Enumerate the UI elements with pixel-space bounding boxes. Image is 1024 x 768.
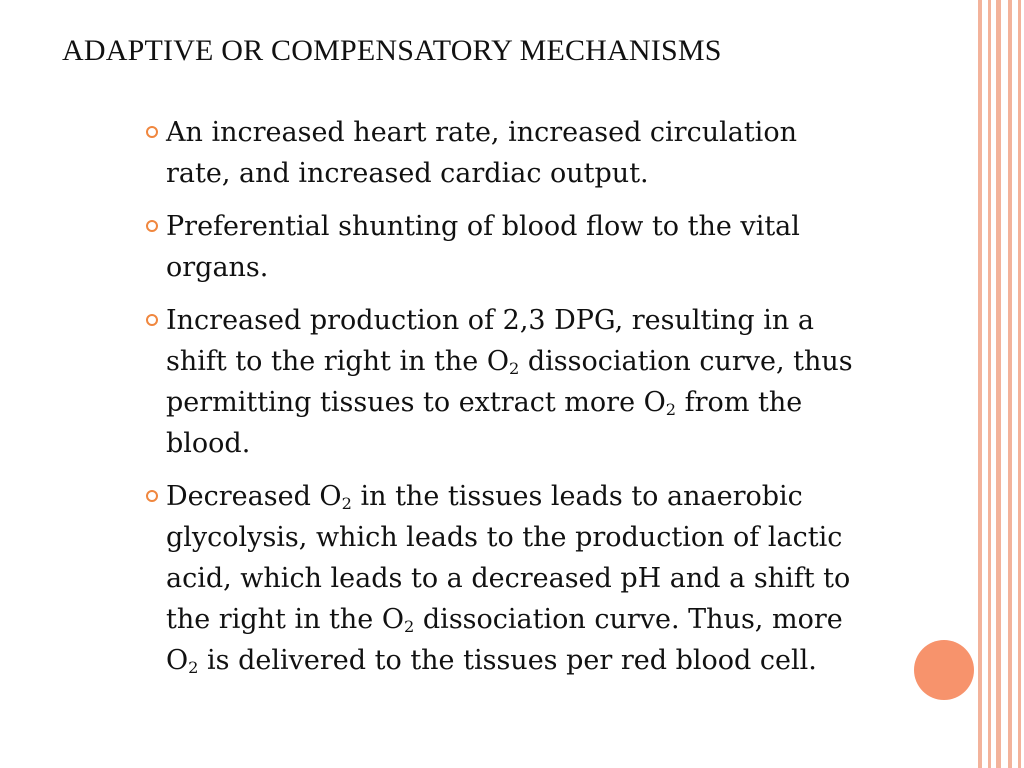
bullet-item-dpg bbox=[146, 300, 866, 464]
stripe bbox=[996, 0, 1001, 768]
stripe bbox=[988, 0, 991, 768]
decorative-stripes bbox=[976, 0, 1024, 768]
bullet-text-part: dissociation curve, thus permitting tissues to extract more O bbox=[166, 346, 853, 418]
bullet-item-shunting bbox=[146, 206, 866, 288]
subscript: 2 bbox=[665, 400, 677, 420]
bullet-text: Preferential shunting of blood flow to the vital organs. bbox=[166, 211, 800, 283]
bullet-circle-icon bbox=[146, 126, 158, 138]
bullet-circle-icon bbox=[146, 490, 158, 502]
stripe bbox=[1008, 0, 1012, 768]
bullet-text-part: Decreased O bbox=[166, 481, 342, 512]
subscript: 2 bbox=[188, 658, 199, 678]
bullet-text-part: dissociation curve. Thus, more O bbox=[166, 604, 843, 676]
subscript: 2 bbox=[508, 359, 520, 379]
subscript: 2 bbox=[404, 617, 415, 637]
bullet-text: An increased heart rate, increased circulation rate, and increased cardiac output. bbox=[166, 117, 797, 189]
bullet-circle-icon bbox=[146, 220, 158, 232]
bullet-text-part: Increased production of 2,3 DPG, resulting in a shift to the right in the O bbox=[166, 305, 814, 377]
bullet-text-part: from the blood. bbox=[166, 387, 803, 459]
bullet-circle-icon bbox=[146, 314, 158, 326]
bullet-text-part: is delivered to the tissues per red blood cell. bbox=[198, 645, 817, 676]
subscript: 2 bbox=[341, 494, 352, 514]
stripe bbox=[1018, 0, 1021, 768]
decorative-circle bbox=[914, 640, 974, 700]
bullet-item-glycolysis bbox=[146, 476, 866, 681]
slide-title: ADAPTIVE OR COMPENSATORY MECHANISMS bbox=[62, 34, 722, 67]
bullet-text-part: in the tissues leads to anaerobic glycolysis, which leads to the production of lactic acid, which leads to a decreased pH and a shift to the right in the O bbox=[166, 481, 851, 635]
bullet-item-heart-rate bbox=[146, 112, 866, 194]
stripe bbox=[978, 0, 982, 768]
bullet-list bbox=[146, 112, 866, 693]
